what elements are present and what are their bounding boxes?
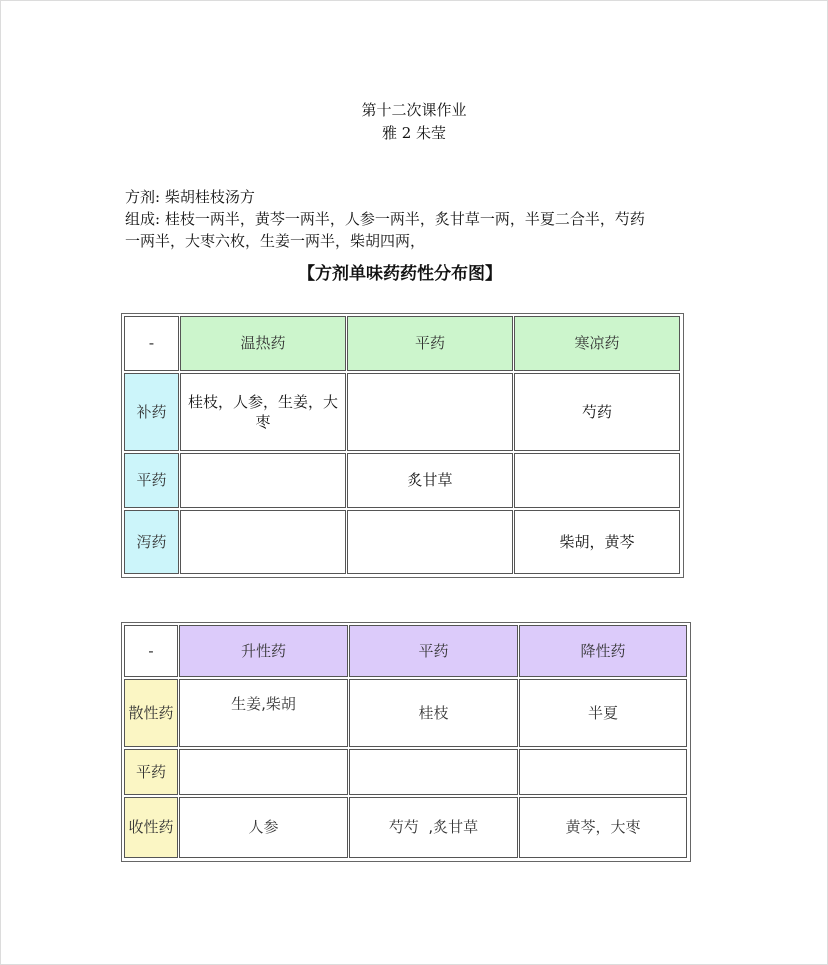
table1-row-label-tonify: 补药 <box>124 373 179 451</box>
table2-row-label-dispersing: 散性药 <box>124 679 178 747</box>
table2-cell <box>519 749 687 795</box>
document-title: 第十二次课作业 <box>361 101 467 119</box>
table1-header-neutral: 平药 <box>347 316 513 371</box>
table1-cell <box>180 510 346 574</box>
composition-line-2: 一两半，大枣六枚，生姜一两半，柴胡四两， <box>125 232 426 250</box>
table2-cell: 桂枝 <box>349 679 518 747</box>
table2-cell: 人参 <box>179 797 348 858</box>
composition-line-1: 组成: 桂枝一两半，黄芩一两半，人参一两半，炙甘草一两，半夏二合半，芍药 <box>125 210 645 228</box>
table1-row-label-purge: 泻药 <box>124 510 179 574</box>
chart-heading: 【方剂单味药药性分布图】 <box>298 264 502 284</box>
table2-cell: 黄芩，大枣 <box>519 797 687 858</box>
table2-cell: 芍芍 ,炙甘草 <box>349 797 518 858</box>
table1-cell <box>180 453 346 508</box>
table1-cell <box>347 510 513 574</box>
table2-cell <box>349 749 518 795</box>
table1-row-label-neutral: 平药 <box>124 453 179 508</box>
table1-corner: - <box>124 316 179 371</box>
table1-cell <box>514 453 680 508</box>
table2-header-ascending: 升性药 <box>179 625 348 677</box>
table1-cell: 桂枝，人参，生姜，大枣 <box>180 373 346 451</box>
table2-corner: - <box>124 625 178 677</box>
table1-header-cold: 寒凉药 <box>514 316 680 371</box>
table2-header-neutral: 平药 <box>349 625 518 677</box>
table2-header-descending: 降性药 <box>519 625 687 677</box>
table1-cell: 炙甘草 <box>347 453 513 508</box>
formula-name: 方剂: 柴胡桂枝汤方 <box>125 188 255 206</box>
document-author: 雅 2 朱莹 <box>381 124 447 142</box>
table2-cell <box>179 749 348 795</box>
table1-cell: 柴胡，黄芩 <box>514 510 680 574</box>
table2-row-label-neutral: 平药 <box>124 749 178 795</box>
table1-cell <box>347 373 513 451</box>
table2-row-label-astringing: 收性药 <box>124 797 178 858</box>
table1-header-warm: 温热药 <box>180 316 346 371</box>
table2-cell: 半夏 <box>519 679 687 747</box>
table1-cell: 芍药 <box>514 373 680 451</box>
table2-cell: 生姜,柴胡 <box>179 679 348 747</box>
property-table-temperature <box>121 313 684 578</box>
property-table-direction <box>121 622 691 862</box>
